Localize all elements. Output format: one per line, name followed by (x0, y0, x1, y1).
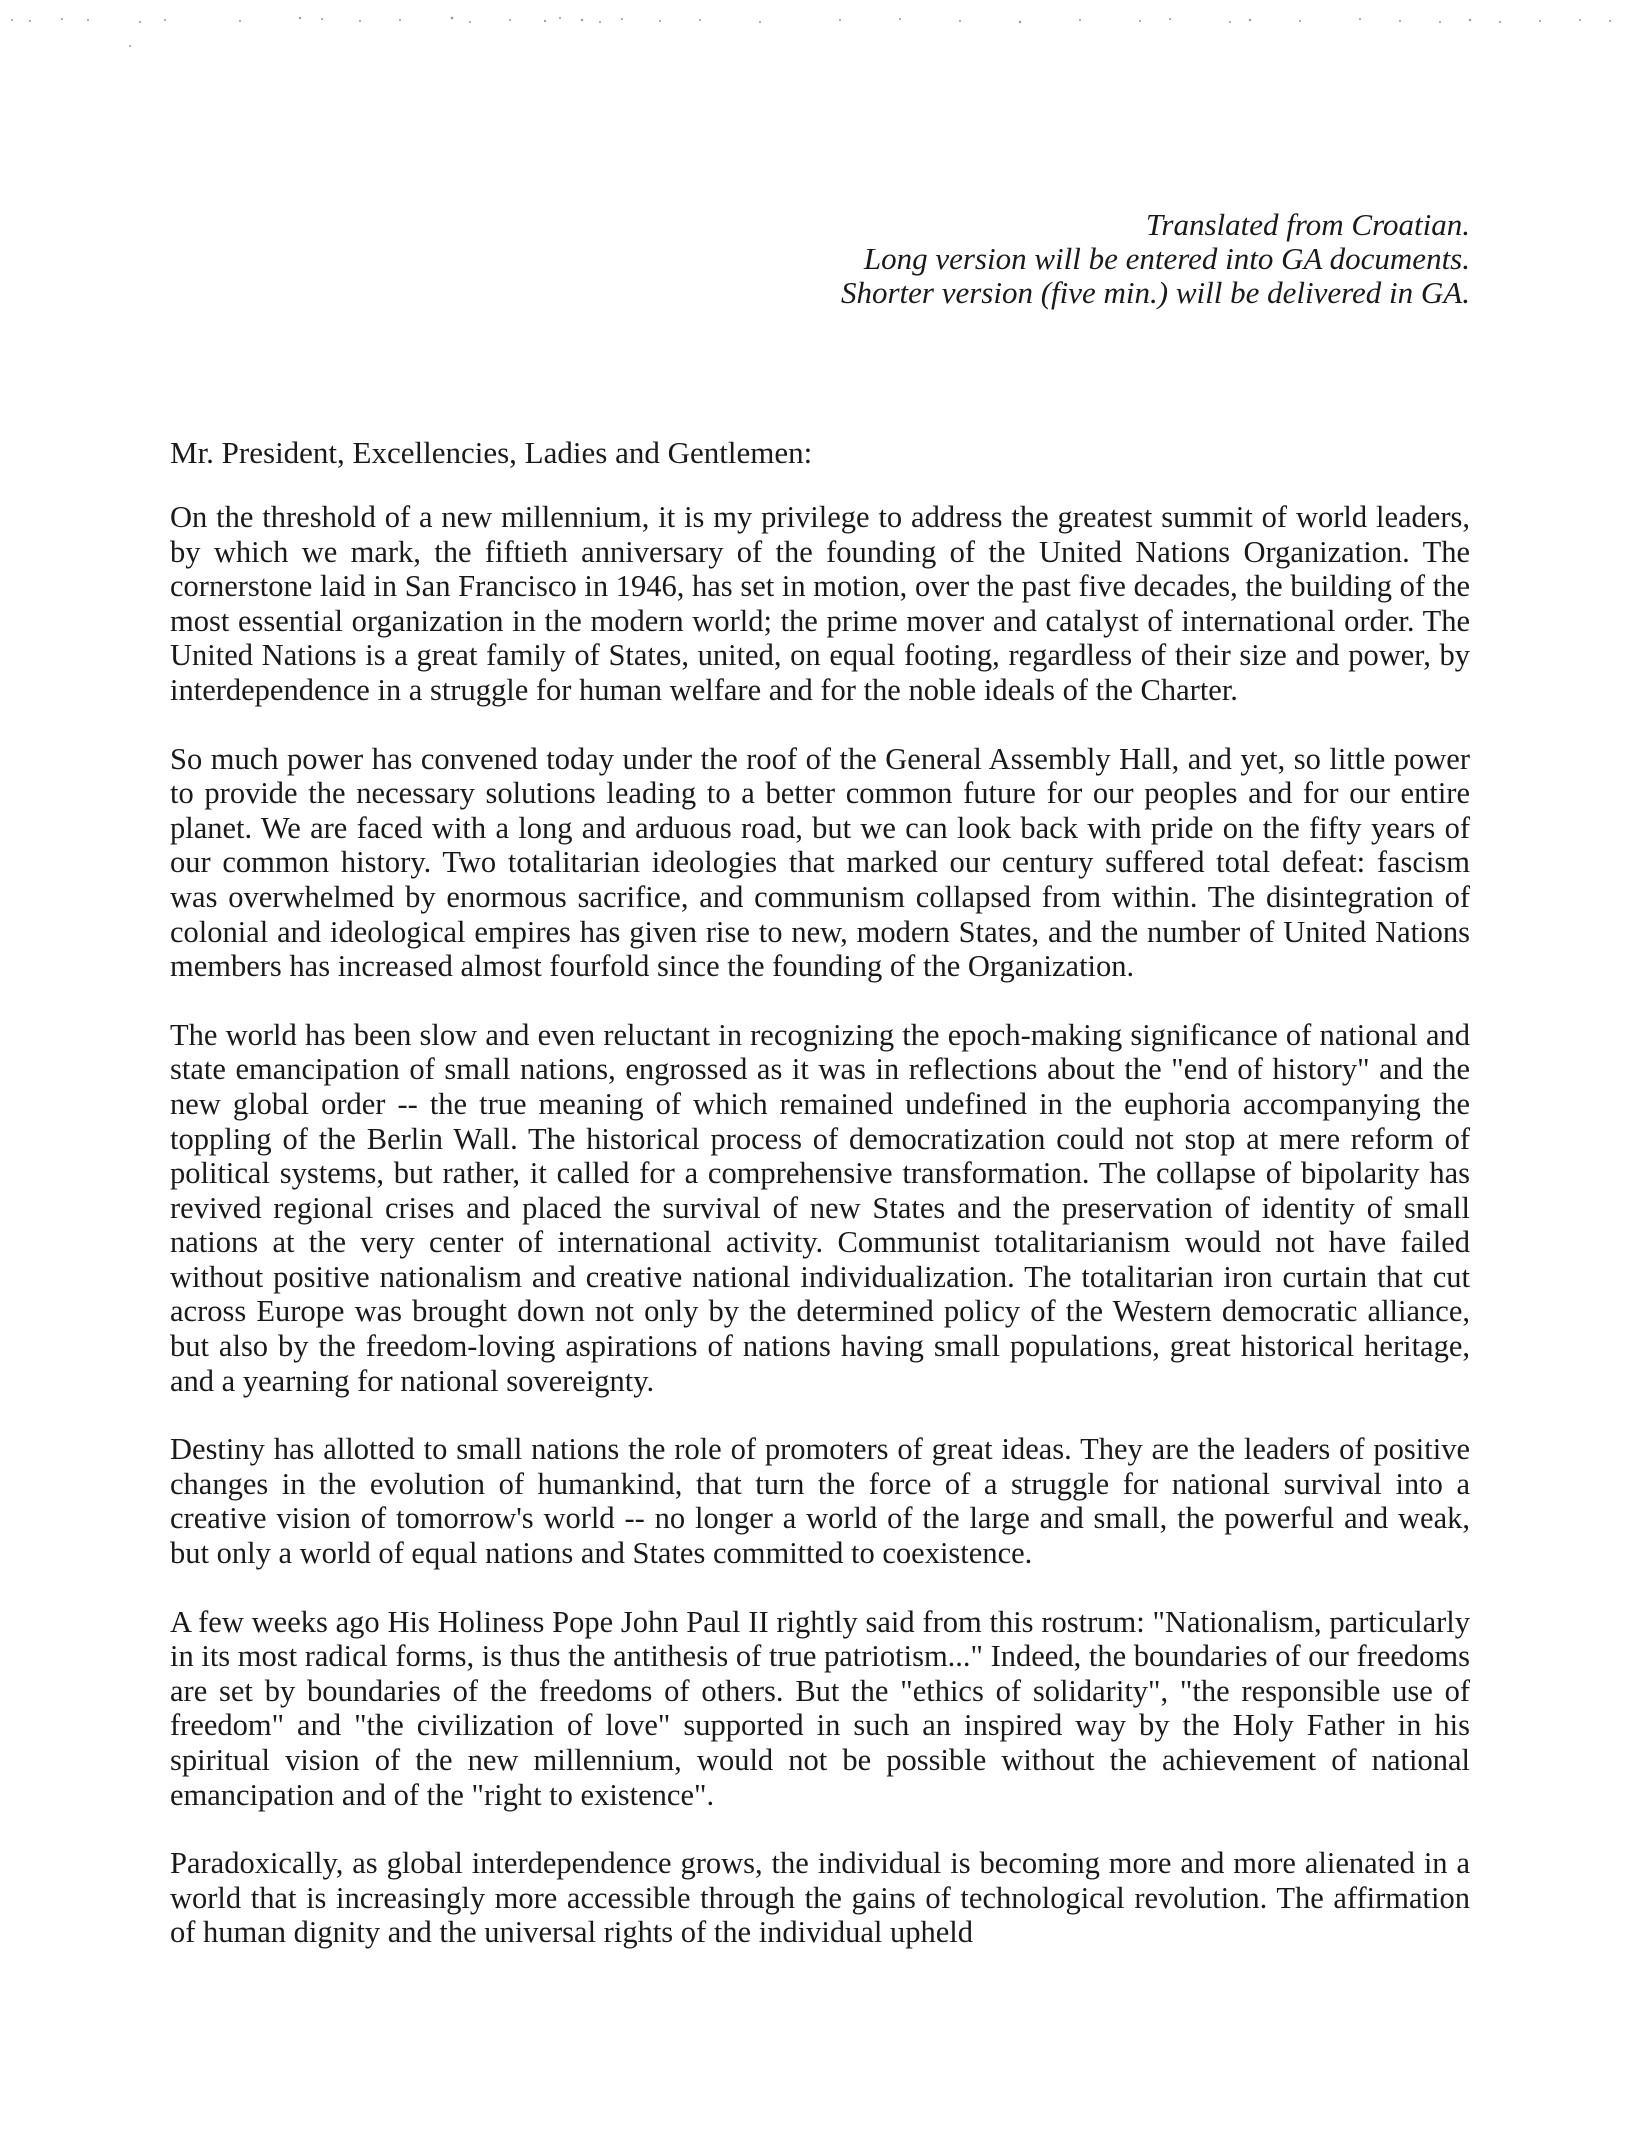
salutation: Mr. President, Excellencies, Ladies and Gentlemen: (170, 435, 813, 470)
scan-noise-artifact (0, 6, 1632, 66)
speech-body (170, 500, 1470, 1984)
paragraph: On the threshold of a new millennium, it is my privilege to address the greatest summit of world leaders, by which we mark, the fiftieth anniversary of the founding of the United Nations Organization. The cornerstone laid in San Francisco in 1946, has set in motion, over the past five decades, the building of the most essential organization in the modern world; the prime mover and catalyst of international order. The United Nations is a great family of States, united, on equal footing, regardless of their size and power, by interdependence in a struggle for human welfare and for the noble ideals of the Charter. (170, 500, 1470, 707)
paragraph: So much power has convened today under the roof of the General Assembly Hall, and yet, so little power to provide the necessary solutions leading to a better common future for our peoples and for our entire planet. We are faced with a long and arduous road, but we can look back with pride on the fifty years of our common history. Two totalitarian ideologies that marked our century suffered total defeat: fascism was overwhelmed by enormous sacrifice, and communism collapsed from within. The disintegration of colonial and ideological empires has given rise to new, modern States, and the number of United Nations members has increased almost fourfold since the founding of the Organization. (170, 741, 1470, 984)
paragraph: Destiny has allotted to small nations the role of promoters of great ideas. They are the leaders of positive changes in the evolution of humankind, that turn the force of a struggle for national survival into a creative vision of tomorrow's world -- no longer a world of the large and small, the powerful and weak, but only a world of equal nations and States committed to coexistence. (170, 1432, 1470, 1571)
translation-note-line-1: Translated from Croatian. (1145, 207, 1470, 242)
paragraph: Paradoxically, as global interdependence grows, the individual is becoming more and more alienated in a world that is increasingly more accessible through the gains of technological revolution. The affirmation of human dignity and the universal rights of the individual upheld (170, 1846, 1470, 1950)
paragraph: The world has been slow and even reluctant in recognizing the epoch-making significance of national and state emancipation of small nations, engrossed as it was in reflections about the "end of history" and the new global order -- the true meaning of which remained undefined in the euphoria accompanying the toppling of the Berlin Wall. The historical process of democratization could not stop at mere reform of political systems, but rather, it called for a comprehensive transformation. The collapse of bipolarity has revived regional crises and placed the survival of new States and the preservation of identity of small nations at the very center of international activity. Communist totalitarianism would not have failed without positive nationalism and creative national individualization. The totalitarian iron curtain that cut across Europe was brought down not only by the determined policy of the Western democratic alliance, but also by the freedom-loving aspirations of nations having small populations, great historical heritage, and a yearning for national sovereignty. (170, 1017, 1470, 1398)
translation-note (841, 208, 1470, 310)
translation-note-line-2: Long version will be entered into GA documents. (863, 241, 1470, 276)
paragraph: A few weeks ago His Holiness Pope John Paul II rightly said from this rostrum: "Nationalism, particularly in its most radical forms, is thus the antithesis of true patriotism..." Indeed, the boundaries of our freedoms are set by boundaries of the freedoms of others. But the "ethics of solidarity", "the responsible use of freedom" and "the civilization of love" supported in such an inspired way by the Holy Father in his spiritual vision of the new millennium, would not be possible without the achievement of national emancipation and of the "right to existence". (170, 1604, 1470, 1812)
translation-note-line-3: Shorter version (five min.) will be delivered in GA. (840, 275, 1470, 310)
